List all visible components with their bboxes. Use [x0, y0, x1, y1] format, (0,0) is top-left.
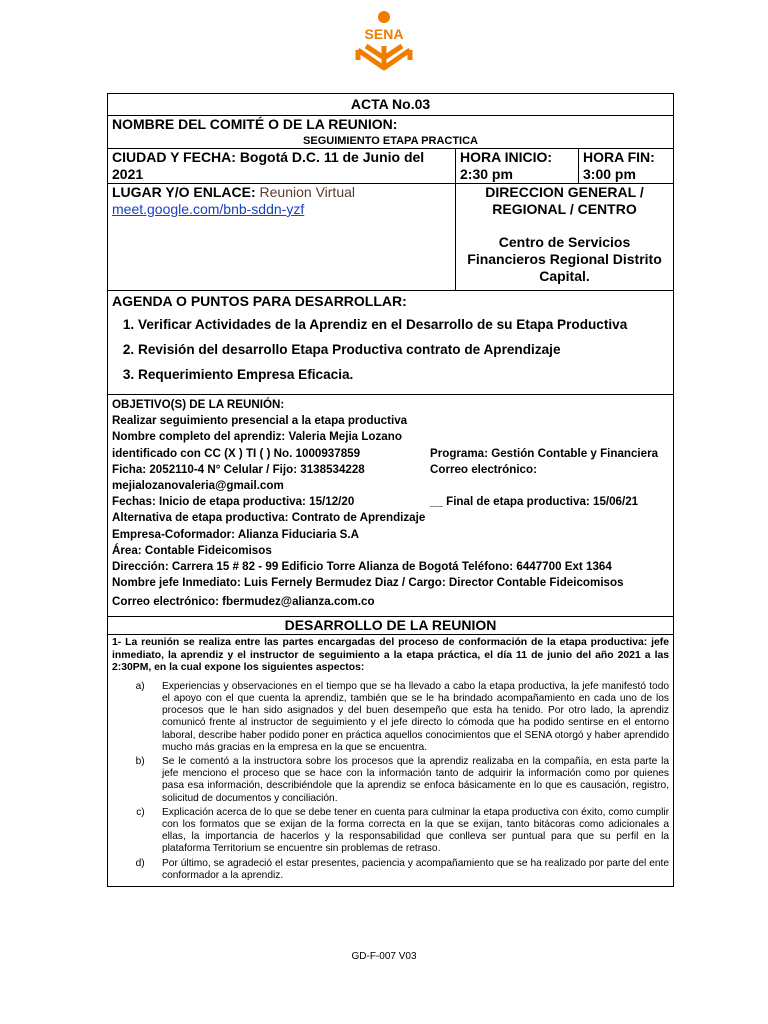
meeting-link[interactable]: meet.google.com/bnb-sddn-yzf: [112, 201, 305, 217]
desarrollo-item: a. Experiencias y observaciones en el tiempo que se ha llevado a cabo la etapa productiva, la jefe manifestó todo el apoyo con el que cuenta la aprendiz, también que se le ha brindado acompañamiento en cada uno de los procesos que le han sido asignados y del buen desempeño que esta ha tenido. Por otro lado, la aprendiz comunicó frente al instructor de seguimiento y el jefe directo lo cómoda que ha podido sentirse en el entorno laboral, describe haber podido poner en práctica aquellos conocimientos que el SENA otorgó y haber aprendido mucho más gracias en la empresa en la que se encuentra.: [156, 681, 669, 754]
desarrollo-intro: 1- La reunión se realiza entre las partes encargadas del proceso de conformación de la etapa productiva: jefe inmediato, la aprendiz y el instructor de seguimiento a la etapa práctica, el día 11 de junio del año 2021 a las 2:30PM, en la cual expone los siguientes aspectos:: [112, 637, 670, 674]
agenda-list: [112, 316, 669, 383]
acta-table: [107, 93, 674, 887]
desarrollo-cell: [108, 635, 674, 887]
objetivo-line: Realizar seguimiento presencial a la etapa productiva: [112, 414, 408, 428]
objetivo-row: [112, 462, 669, 478]
objetivo-line: Programa: Gestión Contable y Financiera: [430, 446, 659, 460]
agenda-title: AGENDA O PUNTOS PARA DESARROLLAR:: [112, 293, 407, 309]
sena-logo: [352, 10, 416, 76]
objetivo-line: Dirección: Carrera 15 # 82 - 99 Edificio Torre Alianza de Bogotá Teléfono: 6447700 Ext 1364: [112, 560, 612, 574]
desarrollo-item: d. Por último, se agradeció el estar presentes, paciencia y acompañamiento que se ha realizado por parte del ente conformador a la aprendiz.: [156, 858, 669, 882]
objetivo-line: Correo electrónico: fbermudez@alianza.com.co: [112, 595, 375, 609]
hora-fin-label: HORA FIN:: [583, 149, 655, 165]
centro-name: Centro de Servicios Financieros Regional Distrito Capital.: [467, 234, 662, 284]
direccion-label: DIRECCION GENERAL / REGIONAL / CENTRO: [485, 184, 644, 217]
objetivo-line: Fechas: Inicio de etapa productiva: 15/12/20: [112, 495, 355, 509]
agenda-cell: [108, 291, 674, 395]
hora-fin-cell: [579, 149, 674, 184]
hora-inicio-cell: [456, 149, 579, 184]
objetivo-line: Empresa-Coformador: Alianza Fiduciaria S.A: [112, 527, 359, 541]
hora-inicio-value: 2:30 pm: [460, 166, 513, 182]
objetivo-line: __ Final de etapa productiva: 15/06/21: [430, 495, 639, 509]
lugar-cell: [108, 184, 456, 291]
committee-value: SEGUIMIENTO ETAPA PRACTICA: [303, 135, 479, 147]
objetivo-title: OBJETIVO(S) DE LA REUNIÓN:: [112, 398, 285, 411]
objetivo-row: [112, 446, 669, 462]
hora-inicio-label: HORA INICIO:: [460, 149, 553, 165]
objetivo-line: Alternativa de etapa productiva: Contrato de Aprendizaje: [112, 511, 426, 525]
agenda-item: 3. Requerimiento Empresa Eficacia.: [138, 366, 669, 383]
acta-title: ACTA No.03: [108, 94, 674, 116]
svg-text:SENA: SENA: [364, 26, 404, 42]
objetivo-line: Nombre completo del aprendiz: Valeria Mejia Lozano: [112, 430, 402, 444]
objetivo-line: Correo electrónico:: [430, 462, 537, 476]
objetivo-line: Nombre jefe Inmediato: Luis Fernely Bermudez Diaz / Cargo: Director Contable Fideicomisos: [112, 576, 624, 590]
desarrollo-item: c. Explicación acerca de lo que se debe tener en cuenta para culminar la etapa productiva con éxito, como cumplir con los formatos que se exijan de la forma correcta en la que se exijan, tanto bitácoras como adicionales a ellas, la importancia de hacerlos y la responsabilidad que conlleva ser puntual para que su perfil en la plataforma Territorium se encuentre sin problemas de retraso.: [156, 807, 669, 856]
objetivo-line: mejialozanovaleria@gmail.com: [112, 479, 284, 493]
direccion-cell: [456, 184, 674, 291]
lugar-label: LUGAR Y/O ENLACE:: [112, 184, 256, 200]
footer-code: GD-F-007 V03: [351, 951, 417, 962]
objetivo-row: [112, 494, 669, 510]
agenda-item: 1. Verificar Actividades de la Aprendiz en el Desarrollo de su Etapa Productiva: [138, 316, 669, 333]
objetivo-cell: [108, 395, 674, 617]
desarrollo-item: b. Se le comentó a la instructora sobre los procesos que la aprendiz realizaba en la compañía, en esta parte la jefe menciono el proceso que se hace con la información tanto de adquirir la información como por quienes pasa esa información, describiéndole que la aprendiz se enfoca básicamente en lo que es causación, registro, solicitud de documentos y conciliación.: [156, 756, 669, 805]
objetivo-line: identificado con CC (X ) TI ( ) No. 1000937859: [112, 446, 361, 460]
desarrollo-list: [112, 681, 669, 882]
lugar-value: Reunion Virtual: [259, 184, 356, 200]
hora-fin-value: 3:00 pm: [583, 166, 636, 182]
committee-cell: [108, 116, 674, 149]
objetivo-line: Ficha: 2052110-4 N° Celular / Fijo: 3138534228: [112, 462, 365, 476]
city-date: CIUDAD Y FECHA: Bogotá D.C. 11 de Junio del 2021: [108, 149, 456, 184]
agenda-item: 2. Revisión del desarrollo Etapa Productiva contrato de Aprendizaje: [138, 341, 669, 358]
committee-label: NOMBRE DEL COMITÉ O DE LA REUNION:: [112, 116, 398, 132]
objetivo-line: Área: Contable Fideicomisos: [112, 543, 272, 557]
desarrollo-title: DESARROLLO DE LA REUNION: [108, 617, 674, 635]
